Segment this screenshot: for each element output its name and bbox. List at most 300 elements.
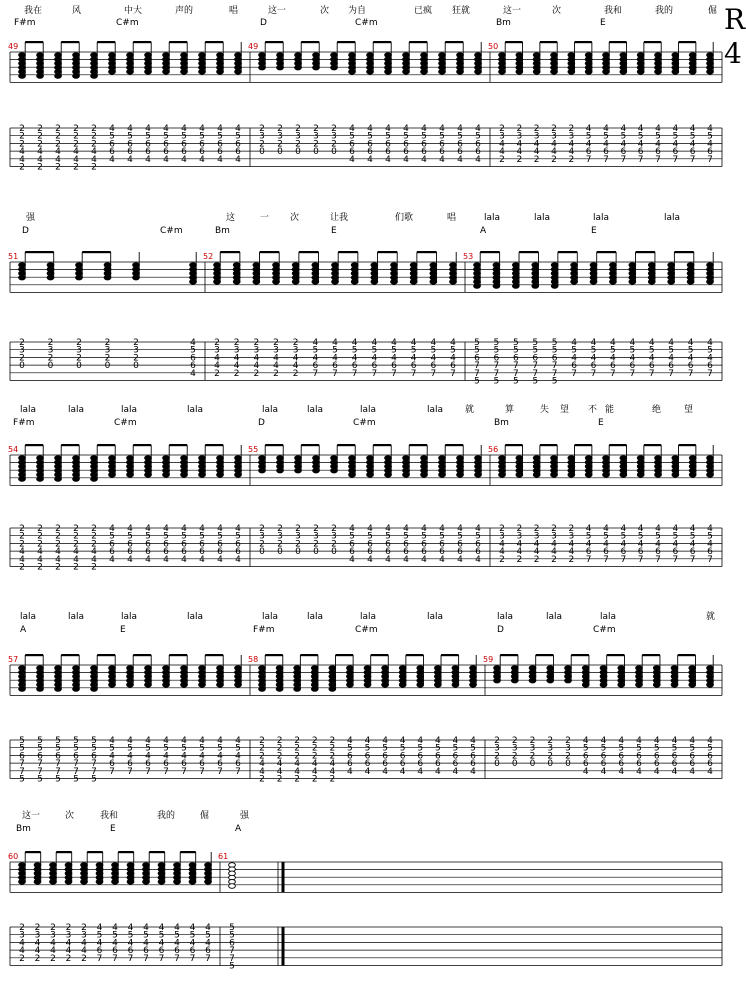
tab-fret-number: 4	[689, 124, 696, 134]
tab-fret-number: 7	[145, 766, 151, 777]
tab-fret-number: 6	[143, 946, 149, 957]
tab-fret-number: 4	[367, 554, 373, 565]
tab-fret-number: 7	[19, 766, 25, 777]
tab-fret-number: 7	[55, 759, 61, 770]
tab-fret-number: 7	[637, 154, 644, 165]
tab-fret-number: 2	[233, 338, 240, 348]
beam	[480, 251, 499, 253]
tab-fret-number: 4	[163, 554, 169, 565]
tab-fret-number: 5	[385, 531, 391, 542]
note-head	[65, 880, 72, 885]
tab-fret-number: 0	[295, 547, 301, 558]
tab-fret-number: 5	[312, 345, 319, 356]
beam	[406, 654, 424, 656]
note-head	[687, 280, 694, 285]
tab-fret-number: 2	[73, 139, 79, 150]
lyric-syllable: lala	[68, 405, 85, 415]
tab-fret-number: 7	[371, 368, 378, 379]
tab-fret-number: 4	[399, 736, 406, 746]
tab-fret-number: 3	[494, 743, 500, 754]
tab-fret-number: 6	[668, 361, 675, 372]
tab-fret-number: 5	[439, 531, 445, 542]
tab-fret-number: 0	[104, 361, 111, 372]
tab-fret-number: 5	[371, 345, 378, 356]
lyric-syllable: lala	[187, 405, 204, 415]
tab-fret-number: 2	[565, 751, 571, 762]
tab-fret-number: 2	[494, 751, 500, 762]
tab-fret-number: 4	[707, 139, 713, 150]
beam	[97, 41, 115, 43]
tab-fret-number: 4	[127, 938, 134, 949]
beam	[679, 444, 696, 446]
lyric-syllable: lala	[262, 612, 279, 622]
tab-fret-number: 4	[273, 361, 279, 372]
tab-fret-number: 6	[439, 139, 445, 150]
tab-fret-number: 5	[367, 131, 373, 142]
beam	[378, 251, 398, 253]
tab-fret-number: 2	[259, 524, 265, 534]
tab-fret-number: 4	[233, 353, 240, 364]
tab-fret-number: 2	[91, 162, 97, 173]
tab-fret-number: 2	[329, 736, 336, 746]
tab-fret-number: 6	[349, 139, 355, 150]
tab-fret-number: 4	[689, 766, 696, 777]
lyric-syllable: 强	[240, 811, 250, 821]
note-head	[367, 70, 374, 75]
measure-number: 59	[483, 655, 494, 664]
tab-fret-number: 6	[551, 353, 558, 364]
chord-name: E	[120, 625, 126, 635]
lyric-syllable: lala	[121, 405, 138, 415]
tab-fret-number: 5	[235, 131, 241, 142]
tab-fret-number: 6	[109, 147, 115, 158]
tab-fret-number: 5	[127, 131, 133, 142]
tab-fret-number: 4	[620, 524, 627, 534]
tab-fret-number: 4	[214, 353, 220, 364]
tab-fret-number: 4	[707, 736, 713, 746]
tab-fret-number: 4	[636, 766, 642, 777]
note-head	[292, 280, 299, 285]
tab-fret-number: 4	[672, 524, 679, 534]
beam	[149, 851, 165, 853]
tab-fret-number: 4	[434, 736, 441, 746]
tab-fret-number: 3	[533, 131, 540, 142]
lyric-syllable: 唱	[229, 6, 239, 16]
tab-fret-number: 4	[349, 124, 355, 134]
tab-fret-number: 4	[109, 554, 115, 565]
note-head	[259, 65, 266, 70]
lyric-syllable: 我和	[604, 6, 623, 16]
note-head	[655, 473, 662, 478]
tab-fret-number: 7	[351, 368, 358, 379]
tab-fret-number: 4	[19, 154, 25, 165]
note-head	[145, 683, 152, 688]
tab-fret-number: 4	[253, 353, 260, 364]
tab-fret-number: 2	[73, 162, 79, 173]
note-head	[347, 683, 354, 688]
tab-fret-number: 4	[367, 524, 373, 534]
tab-fret-number: 4	[689, 524, 696, 534]
chord-name: F#m	[253, 625, 275, 635]
tab-fret-number: 2	[19, 139, 25, 150]
tab-fret-number: 6	[457, 147, 463, 158]
tab-fret-number: 4	[382, 766, 388, 777]
tab-fret-number: 2	[311, 751, 318, 762]
tab-fret-number: 6	[457, 547, 463, 558]
tab-fret-number: 3	[104, 345, 111, 356]
tab-fret-number: 7	[109, 766, 115, 777]
tab-fret-number: 4	[648, 353, 655, 364]
tab-fret-number: 7	[620, 154, 627, 165]
tab-fret-number: 4	[96, 923, 103, 933]
tab-fret-number: 4	[163, 154, 169, 165]
tab-fret-number: 5	[235, 531, 241, 542]
tab-fret-number: 4	[91, 154, 97, 165]
tab-fret-number: 5	[620, 531, 627, 542]
tab-fret-number: 7	[585, 154, 592, 165]
tab-fret-number: 2	[19, 338, 25, 348]
tab-fret-number: 5	[96, 930, 103, 941]
lyric-syllable: 望	[684, 405, 694, 415]
tab-fret-number: 4	[367, 154, 373, 165]
note-head	[494, 678, 501, 683]
tab-fret-number: 6	[672, 547, 679, 558]
tab-fret-number: 7	[55, 766, 61, 777]
tab-fret-number: 4	[294, 766, 301, 777]
tab-fret-number: 5	[349, 131, 355, 142]
tab-fret-number: 2	[214, 368, 220, 379]
tab-fret-number: 4	[349, 154, 355, 165]
tab-fret-number: 4	[637, 124, 644, 134]
chord-name: F#m	[13, 418, 35, 428]
tab-fret-number: 6	[439, 547, 445, 558]
note-head	[568, 473, 575, 478]
note-head	[450, 280, 457, 285]
note-head	[181, 70, 188, 75]
tab-fret-number: 5	[73, 736, 79, 746]
tab-fret-number: 4	[37, 154, 43, 165]
tab-fret-number: 7	[493, 368, 500, 379]
tab-fret-number: 6	[235, 759, 241, 770]
tab-fret-number: 4	[590, 353, 597, 364]
tab-fret-number: 4	[143, 923, 149, 933]
chord-name: A	[480, 226, 487, 236]
tab-fret-number: 2	[253, 338, 260, 348]
tab-fret-number: 2	[277, 539, 283, 550]
tab-fret-number: 2	[276, 736, 283, 746]
lyric-syllable: 中大	[124, 6, 143, 16]
tab-fret-number: 4	[96, 938, 103, 949]
tab-fret-number: 7	[637, 554, 644, 565]
tab-fret-number: 4	[217, 154, 223, 165]
tab-fret-number: 2	[47, 338, 54, 348]
note-head	[403, 70, 410, 75]
tab-fret-number: 2	[533, 554, 540, 565]
note-head	[349, 70, 356, 75]
tab-fret-number: 2	[295, 124, 301, 134]
beam	[300, 654, 318, 656]
note-head	[707, 473, 714, 478]
tab-fret-number: 6	[475, 547, 481, 558]
tab-fret-number: 7	[668, 368, 675, 379]
tab-fret-number: 5	[618, 743, 625, 754]
tab-fret-number: 6	[590, 361, 597, 372]
note-head	[217, 70, 224, 75]
lyric-syllable: lala	[262, 405, 279, 415]
beam	[169, 444, 187, 446]
tab-fret-number: 7	[158, 953, 165, 964]
measure-number: 54	[8, 445, 19, 454]
beam	[97, 444, 115, 446]
tab-fret-number: 7	[532, 361, 539, 372]
tab-fret-number: 3	[565, 743, 571, 754]
tab-fret-number: 7	[590, 368, 597, 379]
lyric-syllable: 这	[226, 213, 236, 223]
beam	[678, 654, 696, 656]
tab-fret-number: 2	[91, 531, 97, 542]
tab-fret-number: 4	[235, 554, 241, 565]
tab-fret-number: 3	[551, 531, 557, 542]
note-head	[600, 683, 607, 688]
tab-fret-number: 4	[329, 766, 336, 777]
tab-fret-number: 4	[109, 124, 115, 134]
tab-fret-number: 3	[295, 131, 301, 142]
tab-fret-number: 3	[253, 345, 260, 356]
tab-fret-number: 4	[385, 524, 391, 534]
note-head	[205, 880, 212, 885]
tab-fret-number: 7	[229, 953, 235, 964]
tab-fret-number: 4	[181, 524, 187, 534]
tab-fret-number: 7	[450, 368, 456, 379]
tab-fret-number: 4	[127, 124, 133, 134]
tab-fret-number: 0	[313, 147, 319, 158]
tab-fret-number: 7	[91, 759, 97, 770]
tab-fret-number: 5	[689, 531, 696, 542]
tab-fret-number: 4	[276, 759, 283, 770]
tab-fret-number: 5	[205, 930, 211, 941]
tab-fret-number: 6	[163, 547, 169, 558]
tab-fret-number: 5	[590, 345, 597, 356]
beam	[571, 654, 589, 656]
tab-fret-number: 2	[276, 774, 283, 785]
tab-fret-number: 2	[37, 131, 43, 142]
note-head	[653, 683, 660, 688]
tab-fret-number: 6	[403, 547, 409, 558]
tab-fret-number: 4	[145, 124, 151, 134]
chord-name: Bm	[496, 18, 511, 28]
tab-fret-number: 3	[499, 531, 505, 542]
chord-name: Bm	[215, 226, 230, 236]
tab-fret-number: 2	[499, 124, 505, 134]
tab-fret-number: 5	[551, 376, 558, 387]
tab-fret-number: 6	[190, 353, 196, 364]
note-head	[19, 880, 26, 885]
note-head	[76, 275, 83, 280]
note-head	[91, 687, 98, 692]
tab-fret-number: 4	[568, 139, 575, 150]
tab-fret-number: 4	[620, 124, 627, 134]
tab-fret-number: 6	[452, 751, 459, 762]
tab-fret-number: 2	[19, 162, 25, 173]
tab-fret-number: 4	[199, 124, 205, 134]
tab-fret-number: 4	[34, 946, 41, 957]
tab-fret-number: 4	[127, 736, 133, 746]
tab-fret-number: 5	[512, 376, 519, 387]
tab-fret-number: 6	[189, 946, 196, 957]
lyric-syllable: 就	[706, 612, 716, 622]
tab-fret-number: 2	[568, 554, 575, 565]
note-head	[620, 70, 627, 75]
measure-number: 56	[488, 445, 499, 454]
note-head	[109, 473, 116, 478]
tab-fret-number: 6	[181, 539, 187, 550]
tab-fret-number: 2	[313, 539, 319, 550]
tab-fret-number: 5	[571, 345, 577, 356]
note-head	[689, 473, 696, 478]
tab-fret-number: 6	[671, 759, 678, 770]
beam	[25, 654, 43, 656]
tab-fret-number: 2	[331, 124, 337, 134]
tab-fret-number: 4	[205, 923, 211, 933]
tab-fret-number: 4	[603, 539, 609, 550]
tab-fret-number: 2	[259, 139, 265, 150]
beam	[441, 654, 459, 656]
note-head	[91, 477, 98, 482]
tab-fret-number: 2	[91, 562, 97, 573]
tab-fret-number: 7	[655, 154, 661, 165]
tab-fret-number: 5	[37, 743, 43, 754]
tab-fret-number: 4	[19, 938, 25, 949]
tab-fret-number: 5	[475, 131, 481, 142]
tab-fret-number: 4	[618, 766, 625, 777]
note-head	[470, 683, 477, 688]
note-head	[163, 473, 170, 478]
tab-fret-number: 5	[629, 345, 636, 356]
note-head	[371, 280, 378, 285]
note-head	[689, 683, 696, 688]
tab-fret-number: 4	[217, 524, 223, 534]
tab-fret-number: 4	[475, 554, 481, 565]
lyric-syllable: 不	[588, 405, 598, 415]
beam	[597, 251, 616, 253]
chord-name: C#m	[116, 18, 139, 28]
tab-fret-number: 2	[259, 124, 265, 134]
note-head	[37, 477, 44, 482]
tab-fret-number: 4	[55, 547, 61, 558]
tab-fret-number: 2	[37, 531, 43, 542]
tab-fret-number: 2	[65, 923, 72, 933]
lyric-syllable: lala	[497, 612, 514, 622]
tab-fret-number: 2	[19, 531, 25, 542]
tab-fret-number: 7	[672, 154, 679, 165]
note-head	[37, 74, 44, 79]
tab-fret-number: 4	[707, 766, 713, 777]
tab-fret-number: 6	[174, 946, 180, 957]
tab-fret-number: 5	[439, 131, 445, 142]
tab-fret-number: 7	[91, 766, 97, 777]
beam	[205, 41, 223, 43]
chord-name: Bm	[16, 824, 31, 834]
tab-fret-number: 5	[199, 531, 205, 542]
beam	[169, 41, 187, 43]
note-head	[610, 280, 617, 285]
note-head	[163, 683, 170, 688]
tab-fret-number: 2	[294, 774, 301, 785]
lyric-syllable: 们歌	[395, 213, 414, 223]
tab-fret-number: 2	[233, 368, 240, 379]
tab-fret-number: 6	[689, 751, 696, 762]
tab-fret-number: 4	[145, 154, 151, 165]
chord-name: Bm	[494, 418, 509, 428]
tab-fret-number: 5	[532, 345, 539, 356]
note-head	[410, 280, 417, 285]
tab-fret-number: 2	[313, 139, 319, 150]
tab-fret-number: 4	[568, 147, 575, 158]
tab-fret-number: 3	[233, 345, 240, 356]
note-head	[585, 473, 592, 478]
tab-fret-number: 4	[603, 139, 609, 150]
tab-fret-number: 4	[417, 736, 424, 746]
lyric-syllable: lala	[187, 612, 204, 622]
tab-fret-number: 4	[19, 946, 25, 957]
tab-fret-number: 5	[457, 531, 463, 542]
tab-fret-number: 4	[533, 539, 540, 550]
tab-fret-number: 6	[347, 751, 353, 762]
tab-fret-number: 4	[163, 124, 169, 134]
tab-fret-number: 4	[568, 547, 575, 558]
tab-fret-number: 4	[145, 524, 151, 534]
tab-fret-number: 4	[217, 751, 223, 762]
tab-fret-number: 5	[127, 531, 133, 542]
tab-fret-number: 2	[331, 539, 337, 550]
tab-fret-number: 4	[475, 154, 481, 165]
tab-fret-number: 5	[181, 531, 187, 542]
beam	[133, 444, 151, 446]
tab-fret-number: 5	[229, 930, 235, 941]
note-head	[331, 65, 338, 70]
tab-fret-number: 6	[620, 547, 627, 558]
tab-fret-number: 6	[382, 751, 388, 762]
tab-fret-number: 4	[653, 766, 660, 777]
note-head	[143, 880, 150, 885]
beam	[82, 251, 111, 253]
tab-fret-number: 4	[181, 554, 187, 565]
tab-fret-number: 5	[637, 531, 644, 542]
tab-fret-number: 5	[636, 743, 642, 754]
beam	[540, 444, 557, 446]
tab-fret-number: 6	[474, 353, 480, 364]
tab-fret-number: 6	[493, 353, 500, 364]
tab-fret-number: 5	[217, 743, 223, 754]
tab-fret-number: 4	[163, 751, 169, 762]
tab-fret-number: 4	[73, 147, 79, 158]
note-head	[73, 74, 80, 79]
tab-fret-number: 4	[655, 139, 661, 150]
tab-fret-number: 4	[516, 147, 523, 158]
tab-fret-number: 4	[707, 353, 713, 364]
tab-fret-number: 6	[452, 759, 459, 770]
tab-fret-number: 7	[205, 953, 211, 964]
tab-fret-number: 5	[174, 930, 180, 941]
tab-fret-number: 2	[55, 539, 61, 550]
beam	[575, 444, 592, 446]
chord-name: E	[591, 226, 597, 236]
tab-fret-number: 3	[551, 131, 557, 142]
tab-fret-number: 6	[582, 759, 589, 770]
tab-fret-number: 6	[655, 547, 661, 558]
beam	[133, 41, 151, 43]
tab-fret-number: 2	[19, 353, 25, 364]
